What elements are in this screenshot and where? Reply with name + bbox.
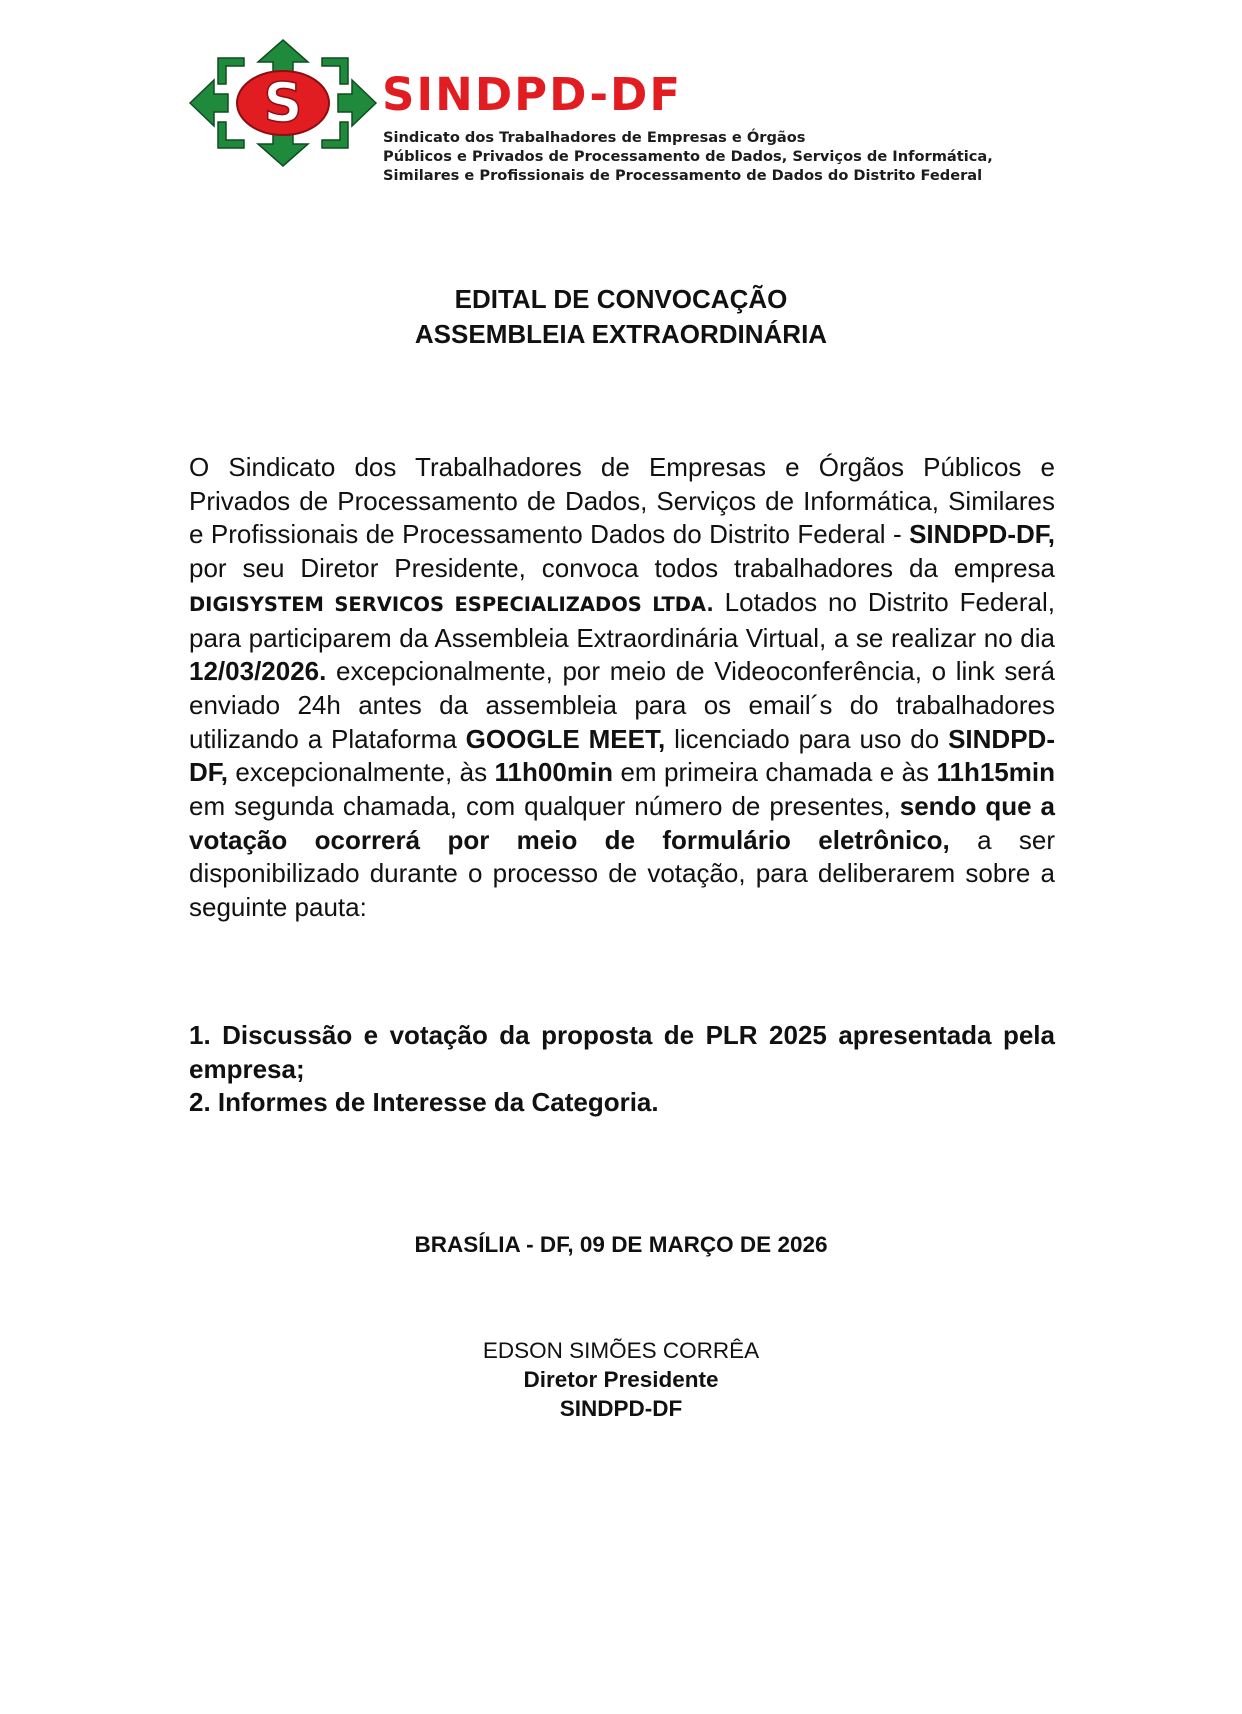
second-call-time: 11h15min [936,757,1055,788]
title-line-1: EDITAL DE CONVOCAÇÃO [454,284,788,314]
document-title [0,282,1242,352]
logo-letter: S [263,71,303,134]
body-text: O Sindicato dos Trabalhadores de Empresas e Órgãos Públicos e Privados de Processamento de Dados, Serviços de Informática, Similares e Profissionais de Processamento Dados do Distrito Federal - [189,452,1055,550]
subtitle-line: Sindicato dos Trabalhadores de Empresas e Órgãos [383,129,806,146]
sindpd-logo [188,38,378,168]
signer-org: SINDPD-DF [559,1396,683,1421]
body-text: licenciado para uso do [665,723,949,754]
org-name: SINDPD-DF, [909,519,1055,550]
voting-method: sendo que a votação ocorrerá por meio de formulário eletrônico, [189,791,1055,855]
first-call-time: 11h00min [494,757,614,788]
agenda-item: 2. Informes de Interesse da Categoria. [189,1087,659,1118]
body-text: a ser disponibilizado durante o processo de votação, para deliberarem sobre a seguinte pauta: [189,824,1056,923]
body-text: por seu Diretor Presidente, convoca todos trabalhadores da empresa [189,553,1055,584]
convocation-paragraph [189,451,1055,925]
signer-name: EDSON SIMÕES CORRÊA [482,1338,760,1363]
agenda-item: 1. Discussão e votação da proposta de PLR 2025 apresentada pela empresa; [189,1020,1055,1084]
subtitle-line: Públicos e Privados de Processamento de Dados, Serviços de Informática, [383,148,993,165]
signature-block [0,1336,1242,1423]
body-text: Lotados no Distrito Federal, para participarem da Assembleia Extraordinária Virtual, a se realizar no dia [189,586,1055,653]
place-date: BRASÍLIA - DF, 09 DE MARÇO DE 2026 [414,1232,828,1257]
body-text: excepcionalmente, por meio de Videoconferência, o link será enviado 24h antes da assembleia para os email´s do trabalhadores utilizando a Plataforma [189,656,1055,754]
title-line-2: ASSEMBLEIA EXTRAORDINÁRIA [414,319,828,349]
assembly-date: 12/03/2026. [189,656,327,687]
platform-name: GOOGLE MEET, [465,723,666,754]
brand-name: SINDPD-DF [382,68,683,121]
signer-role: Diretor Presidente [523,1367,719,1392]
agenda-list [189,1019,1055,1120]
union-full-name [383,128,993,185]
body-text: excepcionalmente, às [228,757,495,788]
body-text: em primeira chamada e às [613,757,937,788]
company-name: DIGISYSTEM SERVICOS ESPECIALIZADOS LTDA. [189,592,714,616]
org-name: SINDPD-DF, [189,723,1055,788]
subtitle-line: Similares e Profissionais de Processamento de Dados do Distrito Federal [383,167,983,184]
body-text: em segunda chamada, com qualquer número de presentes, [189,791,900,822]
